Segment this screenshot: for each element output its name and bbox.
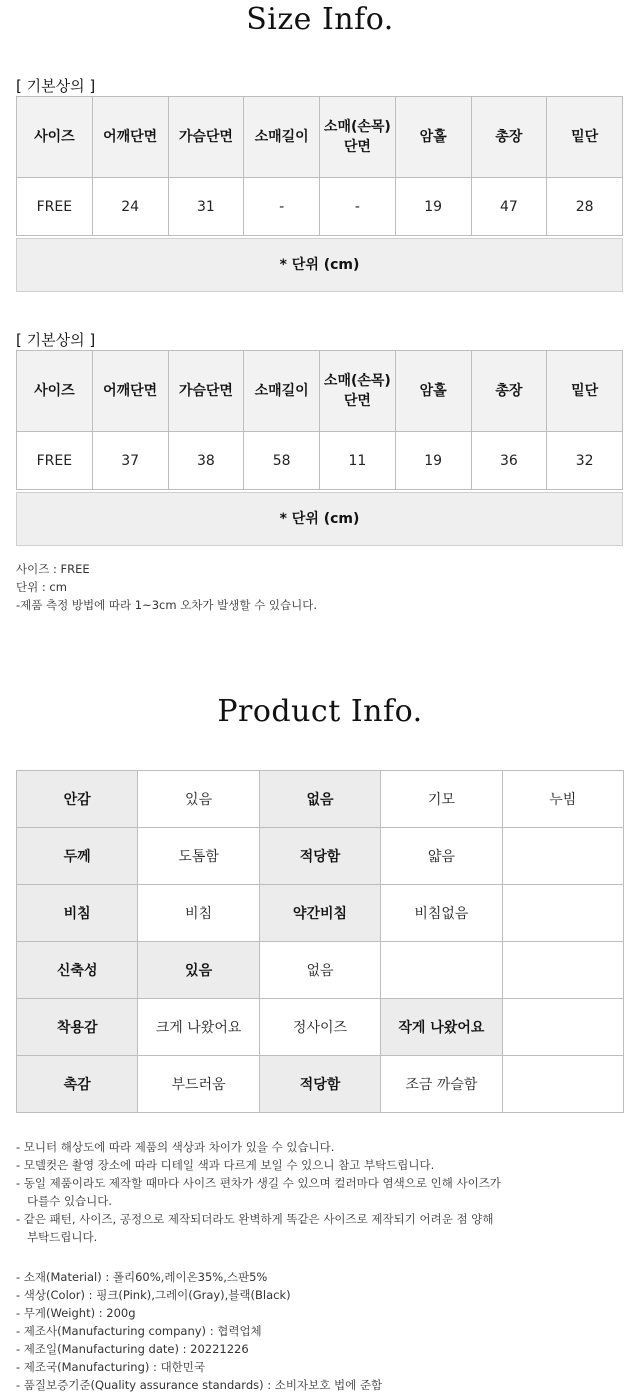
value-cuff: 11 xyxy=(320,432,396,490)
product-row-elasticity xyxy=(17,942,624,999)
size-note-line: 단위 : cm xyxy=(16,580,67,594)
header-shoulder: 어깨단면 xyxy=(92,97,168,178)
option-cell-selected: 적당함 xyxy=(259,828,380,885)
option-cell: 조금 까슬함 xyxy=(381,1056,502,1113)
size-note-line: -제품 측정 방법에 따라 1~3cm 오차가 발생할 수 있습니다. xyxy=(16,598,318,612)
value-armhole: 19 xyxy=(395,432,471,490)
option-cell: 얇음 xyxy=(381,828,502,885)
product-info-title: Product Info. xyxy=(217,694,423,729)
disclaimer-line: - 모델컷은 촬영 장소에 따라 디테일 색과 다르게 보일 수 있으니 참고 부탁드립니다. xyxy=(16,1158,435,1172)
header-chest: 가슴단면 xyxy=(168,97,244,178)
size-table-block-2 xyxy=(16,330,623,546)
product-info-table xyxy=(16,770,624,1113)
row-label: 두께 xyxy=(17,828,138,885)
value-size: FREE xyxy=(17,178,93,236)
option-cell: 정사이즈 xyxy=(259,999,380,1056)
option-cell: 기모 xyxy=(381,771,502,828)
size-table-label: [ 기본상의 ] xyxy=(16,77,96,95)
option-cell-selected: 적당함 xyxy=(259,1056,380,1113)
option-cell-selected: 없음 xyxy=(259,771,380,828)
header-cuff: 소매(손목) 단면 xyxy=(320,97,396,178)
value-hem: 28 xyxy=(547,178,623,236)
option-cell: 비침없음 xyxy=(381,885,502,942)
size-table-block-1 xyxy=(16,76,623,292)
header-total-length: 총장 xyxy=(471,97,547,178)
disclaimer-line: 부탁드립니다. xyxy=(16,1230,98,1244)
disclaimer-line: - 같은 패턴, 사이즈, 공정으로 제작되더라도 완벽하게 똑같은 사이즈로 제작되기 어려운 점 양해 xyxy=(16,1212,494,1226)
product-row-transparency xyxy=(17,885,624,942)
option-cell xyxy=(502,885,623,942)
disclaimer-line: - 모니터 해상도에 따라 제품의 색상과 차이가 있을 수 있습니다. xyxy=(16,1140,335,1154)
row-label: 비침 xyxy=(17,885,138,942)
row-label: 착용감 xyxy=(17,999,138,1056)
option-cell: 비침 xyxy=(138,885,259,942)
option-cell: 누빔 xyxy=(502,771,623,828)
value-chest: 31 xyxy=(168,178,244,236)
size-header-row xyxy=(17,97,623,178)
value-hem: 32 xyxy=(547,432,623,490)
option-cell: 도톰함 xyxy=(138,828,259,885)
size-value-row xyxy=(17,178,623,236)
size-value-row xyxy=(17,432,623,490)
disclaimer-line: - 동일 제품이라도 제작할 때마다 사이즈 편차가 생길 수 있으며 컬러마다 염색으로 인해 사이즈가 xyxy=(16,1176,501,1190)
size-note-line: 사이즈 : FREE xyxy=(16,562,90,576)
header-total-length: 총장 xyxy=(471,351,547,432)
value-armhole: 19 xyxy=(395,178,471,236)
product-specs xyxy=(16,1268,382,1394)
spec-quality-standard: - 품질보증기준(Quality assurance standards) : 소비자보호 법에 준함 xyxy=(16,1378,383,1392)
option-cell: 크게 나왔어요 xyxy=(138,999,259,1056)
header-hem: 밑단 xyxy=(547,97,623,178)
value-chest: 38 xyxy=(168,432,244,490)
size-notes xyxy=(16,560,317,614)
header-armhole: 암홀 xyxy=(395,351,471,432)
option-cell-selected: 있음 xyxy=(138,942,259,999)
option-cell-selected: 약간비침 xyxy=(259,885,380,942)
option-cell xyxy=(502,942,623,999)
header-hem: 밑단 xyxy=(547,351,623,432)
value-total-length: 47 xyxy=(471,178,547,236)
size-info-title: Size Info. xyxy=(246,2,394,37)
header-cuff: 소매(손목) 단면 xyxy=(320,351,396,432)
option-cell xyxy=(502,1056,623,1113)
size-table xyxy=(16,96,623,236)
spec-weight: - 무게(Weight) : 200g xyxy=(16,1306,136,1320)
header-armhole: 암홀 xyxy=(395,97,471,178)
header-chest: 가슴단면 xyxy=(168,351,244,432)
unit-note: * 단위 (cm) xyxy=(16,238,623,292)
spec-manufacture-date: - 제조일(Manufacturing date) : 20221226 xyxy=(16,1342,249,1356)
spec-country: - 제조국(Manufacturing) : 대한민국 xyxy=(16,1360,205,1374)
disclaimer-line: 다를수 있습니다. xyxy=(16,1194,113,1208)
option-cell: 없음 xyxy=(259,942,380,999)
value-sleeve-length: - xyxy=(244,178,320,236)
option-cell xyxy=(502,828,623,885)
spec-material: - 소재(Material) : 폴리60%,레이온35%,스판5% xyxy=(16,1270,268,1284)
header-shoulder: 어깨단면 xyxy=(92,351,168,432)
row-label: 촉감 xyxy=(17,1056,138,1113)
option-cell xyxy=(502,999,623,1056)
value-sleeve-length: 58 xyxy=(244,432,320,490)
product-row-lining xyxy=(17,771,624,828)
value-size: FREE xyxy=(17,432,93,490)
spec-color: - 색상(Color) : 핑크(Pink),그레이(Gray),블랙(Black) xyxy=(16,1288,291,1302)
product-row-texture xyxy=(17,1056,624,1113)
size-table xyxy=(16,350,623,490)
disclaimer-notes xyxy=(16,1138,501,1246)
header-sleeve-length: 소매길이 xyxy=(244,351,320,432)
value-shoulder: 24 xyxy=(92,178,168,236)
header-sleeve-length: 소매길이 xyxy=(244,97,320,178)
product-row-fit xyxy=(17,999,624,1056)
size-header-row xyxy=(17,351,623,432)
header-size: 사이즈 xyxy=(17,351,93,432)
spec-manufacturer: - 제조사(Manufacturing company) : 협력업체 xyxy=(16,1324,262,1338)
header-size: 사이즈 xyxy=(17,97,93,178)
product-row-thickness xyxy=(17,828,624,885)
value-cuff: - xyxy=(320,178,396,236)
unit-note: * 단위 (cm) xyxy=(16,492,623,546)
value-total-length: 36 xyxy=(471,432,547,490)
row-label: 신축성 xyxy=(17,942,138,999)
option-cell xyxy=(381,942,502,999)
row-label: 안감 xyxy=(17,771,138,828)
size-table-label: [ 기본상의 ] xyxy=(16,331,96,349)
value-shoulder: 37 xyxy=(92,432,168,490)
option-cell: 있음 xyxy=(138,771,259,828)
option-cell: 부드러움 xyxy=(138,1056,259,1113)
option-cell-selected: 작게 나왔어요 xyxy=(381,999,502,1056)
